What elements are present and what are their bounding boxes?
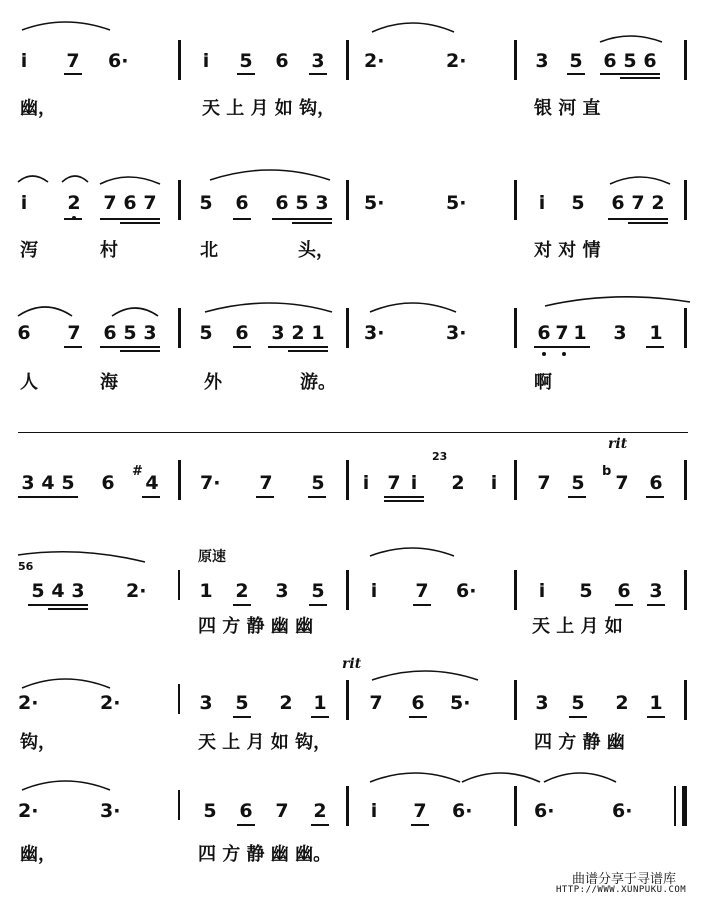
note: 6 — [411, 692, 425, 714]
note: 7 — [387, 472, 401, 494]
lyric: 天 上 月 如 — [532, 616, 623, 637]
barline — [346, 180, 349, 220]
note: 7 — [615, 472, 629, 494]
note: 3 — [535, 692, 549, 714]
note: 2 — [67, 192, 81, 214]
note: 2 — [615, 692, 629, 714]
note: 7 — [537, 472, 551, 494]
lyric: 人 — [20, 372, 38, 393]
note: 7 — [415, 580, 429, 602]
barline — [178, 570, 180, 600]
note: 3 — [315, 192, 329, 214]
lyric: 泻 — [20, 240, 38, 261]
note: 2· — [18, 800, 39, 822]
lyric: 四 方 静 幽 — [534, 732, 625, 753]
note: 2· — [100, 692, 121, 714]
note: i — [370, 580, 378, 602]
note: i — [490, 472, 498, 494]
note: 6 — [235, 192, 249, 214]
lyric: 外 — [204, 372, 222, 393]
note: 4 — [51, 580, 65, 602]
note: 7 — [103, 192, 117, 214]
note: 5 — [571, 472, 585, 494]
barline — [684, 570, 687, 610]
note: 5 — [311, 472, 325, 494]
note: 1 — [311, 322, 325, 344]
note: 5 — [623, 50, 637, 72]
note: 3 — [535, 50, 549, 72]
note: i — [538, 580, 546, 602]
barline — [178, 684, 180, 714]
note: 7 — [66, 50, 80, 72]
lyric: 啊 — [534, 372, 552, 393]
final-barline-thick — [682, 786, 687, 826]
note: 6 — [537, 322, 551, 344]
barline — [684, 40, 687, 80]
note: 6 — [17, 322, 31, 344]
lyric: 村 — [100, 240, 118, 261]
note: 6· — [108, 50, 129, 72]
barline — [346, 308, 349, 348]
note: 3· — [100, 800, 121, 822]
barline — [514, 40, 517, 80]
note: i — [410, 472, 418, 494]
grace-notes: 23 — [432, 450, 448, 463]
note: 5 — [569, 50, 583, 72]
note: 2 — [313, 800, 327, 822]
note: 6 — [275, 192, 289, 214]
note: 6 — [617, 580, 631, 602]
note: 7· — [200, 472, 221, 494]
note: 7 — [413, 800, 427, 822]
note: 7 — [143, 192, 157, 214]
note: 4 — [41, 472, 55, 494]
barline — [514, 570, 517, 610]
note: 5· — [450, 692, 471, 714]
note: 2· — [126, 580, 147, 602]
note: 6· — [612, 800, 633, 822]
lyric: 幽， — [20, 844, 56, 865]
lyric: 幽， — [20, 98, 56, 119]
note: 2 — [279, 692, 293, 714]
lyric: 海 — [100, 372, 118, 393]
note: i — [362, 472, 370, 494]
note: 3 — [649, 580, 663, 602]
note: 5 — [235, 692, 249, 714]
note: 5 — [199, 322, 213, 344]
note: 5 — [579, 580, 593, 602]
barline — [346, 570, 349, 610]
note: 7 — [555, 322, 569, 344]
note: 6· — [534, 800, 555, 822]
barline — [684, 308, 687, 348]
note: i — [370, 800, 378, 822]
note: 5· — [446, 192, 467, 214]
barline — [178, 460, 181, 500]
barline — [684, 680, 687, 720]
note: i — [538, 192, 546, 214]
note: 2· — [446, 50, 467, 72]
barline — [178, 40, 181, 80]
barline — [178, 180, 181, 220]
barline — [684, 460, 687, 500]
note: 6 — [123, 192, 137, 214]
barline — [346, 460, 349, 500]
note: 2· — [364, 50, 385, 72]
note: i — [20, 192, 28, 214]
note: 4 — [145, 472, 159, 494]
note: 1 — [649, 322, 663, 344]
note: 5 — [311, 580, 325, 602]
note: 6 — [643, 50, 657, 72]
note: 5 — [61, 472, 75, 494]
note: 5 — [571, 192, 585, 214]
lyric: 四 方 静 幽 幽。 — [198, 844, 332, 865]
note: 6 — [603, 50, 617, 72]
lyric: 天 上 月 如 钩， — [198, 732, 332, 753]
lyric: 天 上 月 如 钩， — [202, 98, 336, 119]
note: i — [202, 50, 210, 72]
note: 3 — [199, 692, 213, 714]
barline — [514, 680, 517, 720]
note: 6· — [452, 800, 473, 822]
note: 6 — [649, 472, 663, 494]
lyric: 北 — [200, 240, 218, 261]
lyric: 银 河 直 — [534, 98, 601, 119]
note: 1 — [199, 580, 213, 602]
note: 3 — [613, 322, 627, 344]
note: 3 — [311, 50, 325, 72]
note: i — [20, 50, 28, 72]
note: 5 — [199, 192, 213, 214]
note: 1 — [573, 322, 587, 344]
note: 6 — [103, 322, 117, 344]
note: 5 — [123, 322, 137, 344]
barline — [178, 790, 180, 820]
tempo-marking: 原速 — [198, 549, 226, 565]
note: 3 — [271, 322, 285, 344]
note: 3 — [275, 580, 289, 602]
barline — [514, 180, 517, 220]
barline — [346, 786, 349, 826]
lyric: 游。 — [300, 372, 336, 393]
note: 5 — [295, 192, 309, 214]
ritardando-mark: rit — [342, 656, 362, 672]
lyric: 对 对 情 — [534, 240, 601, 261]
note: 2 — [651, 192, 665, 214]
barline — [346, 40, 349, 80]
lyric: 钩， — [20, 732, 56, 753]
note: 2 — [451, 472, 465, 494]
note: 7 — [631, 192, 645, 214]
note: 7 — [259, 472, 273, 494]
barline — [346, 680, 349, 720]
note: 1 — [313, 692, 327, 714]
note: 3· — [446, 322, 467, 344]
note: 3 — [21, 472, 35, 494]
note: 6 — [239, 800, 253, 822]
note: 7 — [67, 322, 81, 344]
lyric: 头， — [298, 240, 334, 261]
watermark-url: HTTP://WWW.XUNPUKU.COM — [556, 885, 687, 895]
note: 3 — [143, 322, 157, 344]
note: 6 — [235, 322, 249, 344]
note: 7 — [369, 692, 383, 714]
final-barline-thin — [674, 786, 676, 826]
barline — [178, 308, 181, 348]
flat-accidental: b — [602, 464, 612, 479]
note: 3 — [71, 580, 85, 602]
barline — [684, 180, 687, 220]
note: 5 — [203, 800, 217, 822]
note: 6 — [275, 50, 289, 72]
lyric: 四 方 静 幽 幽 — [198, 616, 314, 637]
note: 5· — [364, 192, 385, 214]
note: 5 — [239, 50, 253, 72]
sharp-accidental: # — [132, 464, 143, 479]
watermark-text: 曲谱分享于寻谱库 — [572, 872, 677, 887]
note: 6· — [456, 580, 477, 602]
note: 6 — [611, 192, 625, 214]
ritardando-mark: rit — [608, 436, 628, 452]
system-divider — [18, 432, 688, 433]
barline — [514, 460, 517, 500]
note: 5 — [571, 692, 585, 714]
grace-notes: 56 — [18, 560, 34, 573]
note: 5 — [31, 580, 45, 602]
note: 2· — [18, 692, 39, 714]
barline — [514, 786, 517, 826]
note: 2 — [291, 322, 305, 344]
note: 3· — [364, 322, 385, 344]
barline — [514, 308, 517, 348]
note: 2 — [235, 580, 249, 602]
note: 1 — [649, 692, 663, 714]
note: 7 — [275, 800, 289, 822]
note: 6 — [101, 472, 115, 494]
